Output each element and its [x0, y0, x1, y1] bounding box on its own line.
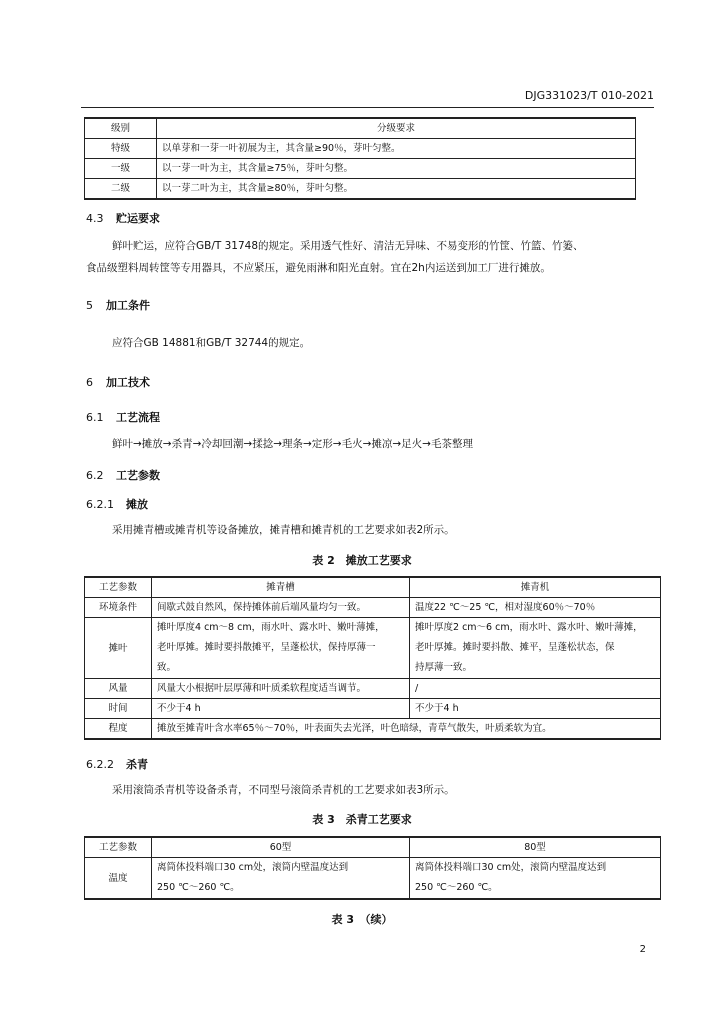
- section-title: 加工条件: [106, 299, 150, 312]
- table-caption: 表 2 摊放工艺要求: [312, 554, 412, 567]
- table-row: [85, 598, 661, 618]
- table-row: [85, 618, 661, 679]
- spreading-table: [84, 576, 661, 740]
- section-number: 6.1: [86, 411, 104, 424]
- value-cell: [410, 618, 661, 679]
- paragraph: 食品级塑料周转筐等专用器具，不应紧压，避免雨淋和阳光直射。宜在2h内运送到加工厂进行摊放。: [86, 262, 551, 274]
- cell-line: 250 ℃～260 ℃。: [415, 882, 498, 893]
- section-number: 6.2.2: [86, 758, 114, 771]
- value-cell: 摊放至摊青叶含水率65％～70％，叶表面失去光泽，叶色暗绿，青草气散失，叶质柔软为宜。: [152, 719, 661, 740]
- table-header-cell: 60型: [152, 837, 410, 858]
- table-header-cell: 工艺参数: [85, 837, 152, 858]
- table-header-row: [85, 837, 661, 858]
- grade-cell: 特级: [85, 139, 157, 159]
- cell-line: 摊叶厚度4 cm～8 cm，雨水叶、露水叶、嫩叶薄摊，: [157, 622, 385, 633]
- table-header-cell: 分级要求: [157, 118, 636, 139]
- section-heading-5: [86, 297, 150, 313]
- requirement-cell: 以一芽二叶为主，其含量≥80％，芽叶匀整。: [157, 179, 636, 200]
- section-title: 杀青: [126, 758, 148, 771]
- paragraph: 采用滚筒杀青机等设备杀青，不同型号滚筒杀青机的工艺要求如表3所示。: [112, 784, 455, 796]
- table-row: [85, 159, 636, 179]
- grade-cell: 二级: [85, 179, 157, 200]
- value-cell: /: [410, 679, 661, 699]
- cell-line: 持厚薄一致。: [415, 662, 473, 673]
- paragraph: 鲜叶贮运，应符合GB/T 31748的规定。采用透气性好、清洁无异味、不易变形的竹筐、竹篮、竹篓、: [112, 240, 584, 252]
- section-number: 6.2.1: [86, 498, 114, 511]
- value-cell: 温度22 ℃～25 ℃，相对湿度60％～70％: [410, 598, 661, 618]
- process-flow: 鲜叶→摊放→杀青→冷却回潮→揉捻→理条→定形→毛火→摊凉→足火→毛茶整理: [112, 438, 473, 450]
- table-row: [85, 858, 661, 900]
- doc-code: DJG331023/T 010-2021: [524, 89, 654, 102]
- table-row: [85, 719, 661, 740]
- section-title: 摊放: [126, 498, 148, 511]
- table-header-cell: 摊青机: [410, 577, 661, 598]
- table-caption: 表 3 杀青工艺要求: [312, 813, 412, 826]
- cell-line: 摊叶厚度2 cm～6 cm，雨水叶、露水叶、嫩叶薄摊，: [415, 622, 643, 633]
- value-cell: 间歇式鼓自然风，保持摊体前后端风量均匀一致。: [152, 598, 410, 618]
- grading-table: [84, 117, 636, 200]
- param-cell: 风量: [85, 679, 152, 699]
- cell-line: 离筒体投料端口30 cm处，滚筒内壁温度达到: [415, 862, 607, 873]
- section-heading-6-1: [86, 409, 160, 425]
- section-heading-6-2-1: [86, 496, 148, 512]
- paragraph: 采用摊青槽或摊青机等设备摊放，摊青槽和摊青机的工艺要求如表2所示。: [112, 524, 455, 536]
- header-divider: [81, 107, 654, 108]
- requirement-cell: 以单芽和一芽一叶初展为主，其含量≥90％，芽叶匀整。: [157, 139, 636, 159]
- param-cell: 温度: [85, 858, 152, 900]
- grade-cell: 一级: [85, 159, 157, 179]
- param-cell: 摊叶: [85, 618, 152, 679]
- table-row: [85, 139, 636, 159]
- paragraph: 应符合GB 14881和GB/T 32744的规定。: [112, 337, 311, 349]
- table-row: [85, 179, 636, 200]
- section-title: 贮运要求: [116, 212, 160, 225]
- table-header-row: [85, 577, 661, 598]
- requirement-cell: 以一芽一叶为主，其含量≥75％，芽叶匀整。: [157, 159, 636, 179]
- value-cell: 不少于4 h: [152, 699, 410, 719]
- section-title: 加工技术: [106, 376, 150, 389]
- fixing-table: [84, 836, 661, 900]
- section-heading-6: [86, 374, 150, 390]
- table-continued-caption: 表 3 （续）: [331, 913, 393, 926]
- section-number: 6.2: [86, 469, 104, 482]
- table-header-row: [85, 118, 636, 139]
- table-row: [85, 679, 661, 699]
- param-cell: 环境条件: [85, 598, 152, 618]
- section-number: 4.3: [86, 212, 104, 225]
- cell-line: 离筒体投料端口30 cm处，滚筒内壁温度达到: [157, 862, 349, 873]
- value-cell: [152, 618, 410, 679]
- value-cell: [410, 858, 661, 900]
- param-cell: 时间: [85, 699, 152, 719]
- cell-line: 致。: [157, 662, 177, 673]
- cell-line: 老叶厚摊。摊时要抖散、摊平，呈蓬松状态，保: [415, 642, 615, 653]
- table-header-cell: 工艺参数: [85, 577, 152, 598]
- section-number: 6: [86, 376, 93, 389]
- cell-line: 老叶厚摊。摊时要抖散摊平，呈蓬松状，保持厚薄一: [157, 642, 376, 653]
- param-cell: 程度: [85, 719, 152, 740]
- section-title: 工艺参数: [116, 469, 160, 482]
- value-cell: 风量大小根据叶层厚薄和叶质柔软程度适当调节。: [152, 679, 410, 699]
- table-header-cell: 摊青槽: [152, 577, 410, 598]
- value-cell: 不少于4 h: [410, 699, 661, 719]
- section-title: 工艺流程: [116, 411, 160, 424]
- table-row: [85, 699, 661, 719]
- section-heading-6-2: [86, 467, 160, 483]
- section-number: 5: [86, 299, 93, 312]
- table-header-cell: 级别: [85, 118, 157, 139]
- section-heading-4-3: [86, 210, 160, 226]
- value-cell: [152, 858, 410, 900]
- cell-line: 250 ℃～260 ℃。: [157, 882, 240, 893]
- page-number: 2: [639, 944, 646, 955]
- section-heading-6-2-2: [86, 756, 148, 772]
- table-header-cell: 80型: [410, 837, 661, 858]
